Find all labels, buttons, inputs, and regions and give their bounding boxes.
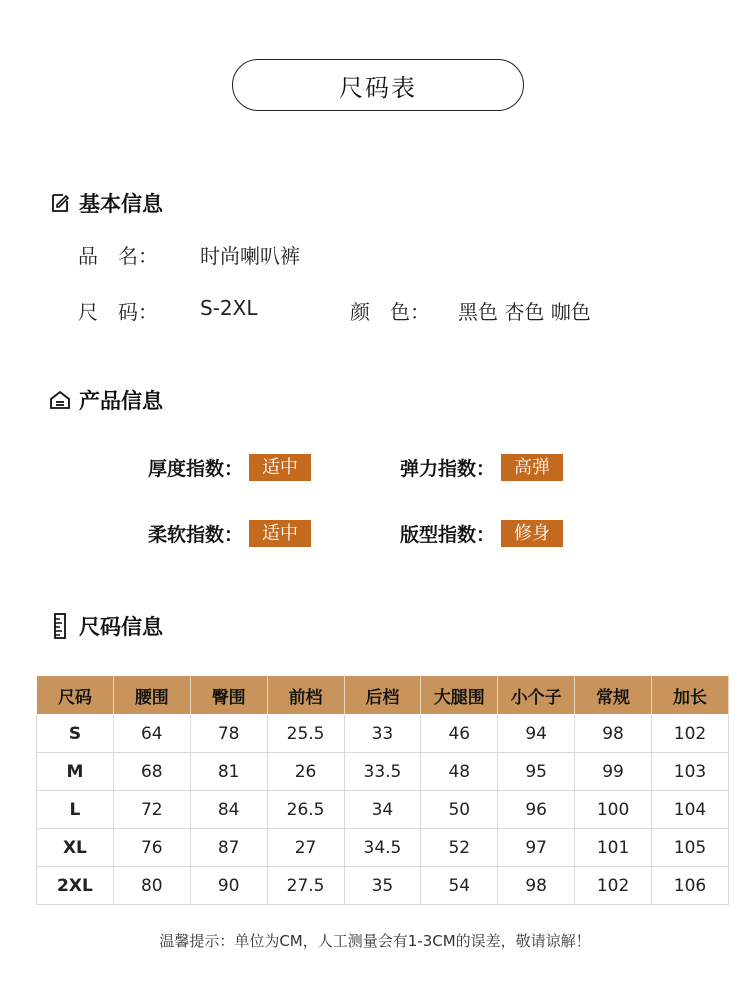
table-cell: 25.5 bbox=[267, 715, 344, 753]
table-cell: 76 bbox=[113, 829, 190, 867]
table-cell: 102 bbox=[575, 867, 652, 905]
table-cell: 26.5 bbox=[267, 791, 344, 829]
table-row bbox=[37, 867, 729, 905]
col-header: 臀围 bbox=[190, 676, 267, 715]
col-header: 后档 bbox=[344, 676, 421, 715]
product-name-value: 时尚喇叭裤 bbox=[200, 244, 300, 268]
table-cell: L bbox=[37, 791, 114, 829]
basic-info-heading bbox=[49, 188, 163, 218]
table-cell: 54 bbox=[421, 867, 498, 905]
col-header: 常规 bbox=[575, 676, 652, 715]
table-cell: 96 bbox=[498, 791, 575, 829]
table-cell: XL bbox=[37, 829, 114, 867]
col-header: 小个子 bbox=[498, 676, 575, 715]
col-header: 前档 bbox=[267, 676, 344, 715]
ruler-icon bbox=[49, 614, 71, 638]
fit-label: 版型指数： bbox=[400, 524, 496, 546]
edit-icon bbox=[49, 191, 71, 215]
home-icon bbox=[49, 388, 71, 412]
elasticity-badge: 高弹 bbox=[501, 454, 563, 481]
table-row bbox=[37, 791, 729, 829]
elasticity-attr bbox=[400, 454, 563, 481]
table-cell: 33 bbox=[344, 715, 421, 753]
table-cell: 27 bbox=[267, 829, 344, 867]
fit-attr bbox=[400, 520, 563, 547]
size-range-value: S-2XL bbox=[200, 296, 258, 320]
thickness-badge: 适中 bbox=[249, 454, 311, 481]
table-cell: 87 bbox=[190, 829, 267, 867]
table-cell: 68 bbox=[113, 753, 190, 791]
table-cell: 64 bbox=[113, 715, 190, 753]
product-name-label: 品 名： bbox=[78, 244, 158, 268]
table-cell: 50 bbox=[421, 791, 498, 829]
col-header: 腰围 bbox=[113, 676, 190, 715]
product-name-row bbox=[0, 240, 750, 270]
col-header: 尺码 bbox=[37, 676, 114, 715]
fit-badge: 修身 bbox=[501, 520, 563, 547]
page-title: 尺码表 bbox=[232, 59, 524, 111]
table-cell: 52 bbox=[421, 829, 498, 867]
table-cell: 106 bbox=[652, 867, 729, 905]
table-cell: 33.5 bbox=[344, 753, 421, 791]
softness-label: 柔软指数： bbox=[148, 524, 244, 546]
table-cell: 98 bbox=[498, 867, 575, 905]
table-cell: 81 bbox=[190, 753, 267, 791]
table-cell: 100 bbox=[575, 791, 652, 829]
softness-badge: 适中 bbox=[249, 520, 311, 547]
thickness-label: 厚度指数： bbox=[148, 458, 244, 480]
table-cell: 104 bbox=[652, 791, 729, 829]
table-cell: 26 bbox=[267, 753, 344, 791]
table-cell: 105 bbox=[652, 829, 729, 867]
table-cell: 97 bbox=[498, 829, 575, 867]
table-cell: 27.5 bbox=[267, 867, 344, 905]
softness-attr bbox=[148, 520, 311, 547]
col-header: 加长 bbox=[652, 676, 729, 715]
table-cell: 84 bbox=[190, 791, 267, 829]
table-cell: 94 bbox=[498, 715, 575, 753]
size-table bbox=[36, 675, 729, 905]
col-header: 大腿围 bbox=[421, 676, 498, 715]
table-cell: 102 bbox=[652, 715, 729, 753]
table-cell: 98 bbox=[575, 715, 652, 753]
table-cell: 80 bbox=[113, 867, 190, 905]
size-info-heading bbox=[49, 611, 163, 641]
size-info-title: 尺码信息 bbox=[79, 615, 163, 639]
product-info-heading bbox=[49, 385, 163, 415]
table-cell: 90 bbox=[190, 867, 267, 905]
table-cell: S bbox=[37, 715, 114, 753]
table-cell: 72 bbox=[113, 791, 190, 829]
size-range-label: 尺 码： bbox=[78, 300, 158, 324]
measurement-tip: 温馨提示：单位为CM，人工测量会有1-3CM的误差，敬请谅解！ bbox=[159, 932, 591, 950]
table-cell: 34.5 bbox=[344, 829, 421, 867]
basic-info-title: 基本信息 bbox=[79, 192, 163, 216]
table-cell: 46 bbox=[421, 715, 498, 753]
table-cell: M bbox=[37, 753, 114, 791]
table-cell: 103 bbox=[652, 753, 729, 791]
table-cell: 78 bbox=[190, 715, 267, 753]
elasticity-label: 弹力指数： bbox=[400, 458, 496, 480]
table-cell: 2XL bbox=[37, 867, 114, 905]
size-color-row bbox=[0, 296, 750, 326]
table-row bbox=[37, 753, 729, 791]
thickness-attr bbox=[148, 454, 311, 481]
table-cell: 35 bbox=[344, 867, 421, 905]
color-value: 黑色 杏色 咖色 bbox=[458, 300, 591, 324]
table-cell: 101 bbox=[575, 829, 652, 867]
table-row bbox=[37, 715, 729, 753]
product-info-title: 产品信息 bbox=[79, 389, 163, 413]
color-label: 颜 色： bbox=[350, 300, 430, 324]
table-cell: 48 bbox=[421, 753, 498, 791]
table-header-row bbox=[37, 676, 729, 715]
table-cell: 99 bbox=[575, 753, 652, 791]
table-cell: 95 bbox=[498, 753, 575, 791]
table-cell: 34 bbox=[344, 791, 421, 829]
table-row bbox=[37, 829, 729, 867]
